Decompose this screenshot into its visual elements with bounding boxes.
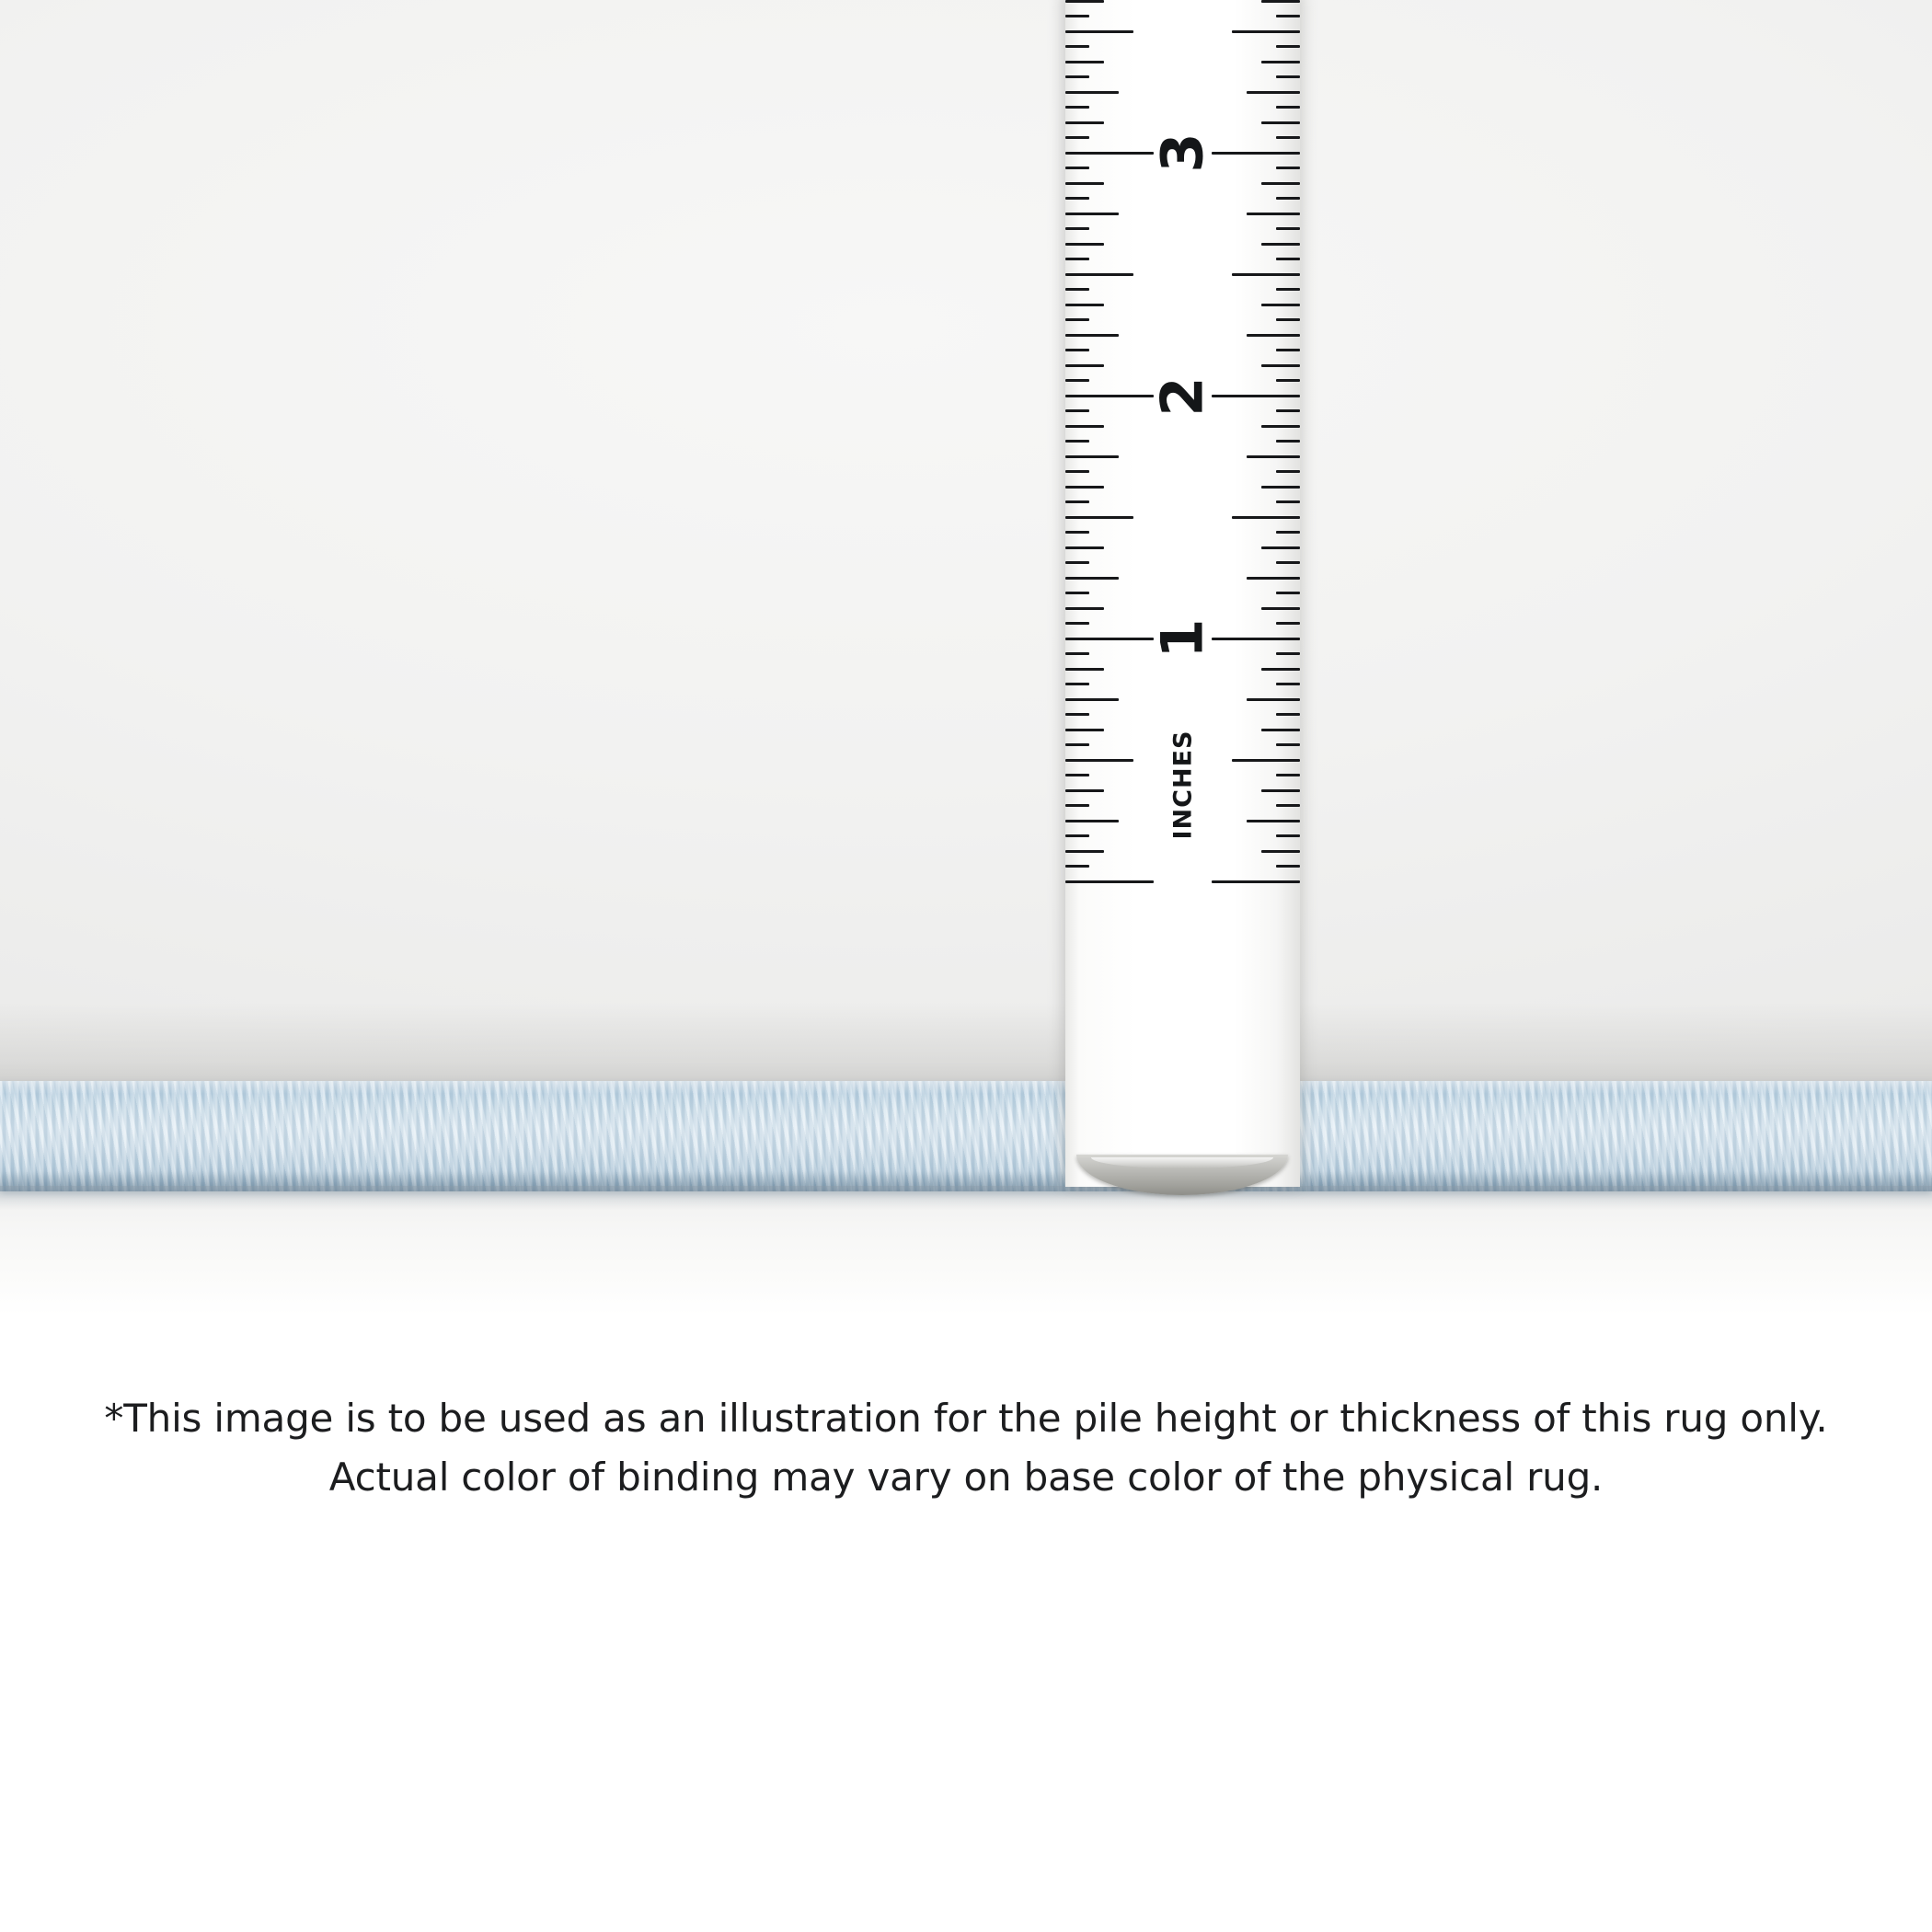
ruler-tick — [1065, 455, 1119, 458]
ruler-tick — [1065, 106, 1089, 109]
ruler-tick — [1276, 804, 1300, 807]
ruler-tick — [1276, 227, 1300, 230]
ruler-tick — [1065, 75, 1089, 78]
ruler-tick — [1247, 334, 1300, 337]
ruler-tick — [1276, 774, 1300, 776]
ruler-tick — [1261, 486, 1300, 489]
ruler-tick — [1276, 167, 1300, 169]
ruler-tick — [1065, 243, 1104, 246]
ruler-tick — [1276, 561, 1300, 564]
ruler-tick — [1276, 409, 1300, 412]
ruler-tick — [1065, 182, 1104, 185]
ruler-tick — [1276, 470, 1300, 473]
ruler-tick — [1261, 61, 1300, 63]
ruler-tick — [1065, 865, 1089, 868]
ruler-tick — [1065, 683, 1089, 685]
ruler-tick — [1261, 243, 1300, 246]
ruler-tick — [1065, 15, 1089, 17]
ruler-tick — [1065, 668, 1104, 671]
ruler-tick — [1065, 546, 1104, 549]
ruler-unit-label: INCHES — [1168, 730, 1197, 840]
ruler-number-1: 1 — [1148, 618, 1216, 659]
ruler-tick — [1247, 91, 1300, 94]
rug-top-highlight — [0, 1081, 1932, 1094]
ruler-tick — [1247, 213, 1300, 215]
ruler-tick — [1065, 486, 1104, 489]
ruler-tick — [1276, 349, 1300, 351]
ruler-tick — [1276, 15, 1300, 17]
ruler-tick — [1276, 500, 1300, 503]
ruler-tick — [1065, 45, 1089, 48]
ruler-tick — [1065, 395, 1154, 397]
ruler-tick — [1065, 500, 1089, 503]
ruler-tick — [1212, 638, 1300, 640]
ruler-tick — [1261, 729, 1300, 731]
ruler-tick — [1065, 577, 1119, 580]
ruler-tick — [1065, 440, 1089, 443]
ruler-tick — [1065, 227, 1089, 230]
ruler-tick — [1276, 258, 1300, 260]
ruler-tick — [1065, 425, 1104, 428]
tape-measure — [1065, 0, 1300, 1187]
ruler-tick — [1065, 834, 1089, 837]
ruler-tick — [1065, 804, 1089, 807]
ruler-tick — [1065, 91, 1119, 94]
ruler-tick — [1065, 638, 1154, 640]
ruler-tick — [1247, 455, 1300, 458]
rug-binding-edge — [0, 1081, 1932, 1191]
ruler-tick — [1065, 820, 1119, 822]
ruler-tick — [1232, 759, 1300, 762]
ruler-tick — [1065, 516, 1133, 519]
ruler-tick — [1247, 698, 1300, 701]
ruler-tick — [1276, 45, 1300, 48]
ruler-tick — [1261, 546, 1300, 549]
ruler-tick — [1276, 106, 1300, 109]
ruler-tick — [1065, 334, 1119, 337]
ruler-tick — [1276, 197, 1300, 200]
ruler-tick — [1065, 592, 1089, 594]
ruler-tick — [1261, 182, 1300, 185]
caption-line-2: Actual color of binding may vary on base color of the physical rug. — [328, 1454, 1604, 1500]
ruler-tick — [1276, 531, 1300, 534]
ruler-tick — [1232, 516, 1300, 519]
ruler-tick — [1276, 834, 1300, 837]
ruler-tick — [1276, 136, 1300, 139]
ruler-tick — [1276, 592, 1300, 594]
ruler-tick — [1276, 288, 1300, 291]
ruler-tick — [1261, 607, 1300, 610]
ruler-tick — [1276, 743, 1300, 746]
ruler-tick — [1065, 121, 1104, 124]
ruler-tick — [1065, 318, 1089, 321]
ruler-tick — [1065, 698, 1119, 701]
ruler-tick — [1261, 668, 1300, 671]
ruler-number-2: 2 — [1148, 376, 1216, 417]
rug-contact-shadow — [0, 1186, 1932, 1210]
ruler-tick — [1065, 561, 1089, 564]
ruler-tick — [1065, 30, 1133, 33]
ruler-tick — [1065, 607, 1104, 610]
ruler-tick — [1065, 379, 1089, 382]
ruler-number-3: 3 — [1148, 132, 1216, 173]
ruler-tick — [1261, 425, 1300, 428]
ruler-tick — [1065, 349, 1089, 351]
ruler-tick — [1065, 409, 1089, 412]
ruler-tick — [1232, 30, 1300, 33]
ruler-tick — [1276, 683, 1300, 685]
caption — [0, 1389, 1932, 1507]
ruler-tick — [1212, 395, 1300, 397]
ruler-tick — [1065, 273, 1133, 276]
ruler-tick — [1065, 713, 1089, 716]
ruler-tick — [1065, 729, 1104, 731]
ruler-tick — [1212, 152, 1300, 155]
ruler-tick — [1261, 364, 1300, 367]
ruler-tick — [1065, 167, 1089, 169]
ruler-tick — [1065, 197, 1089, 200]
ruler-tick — [1247, 820, 1300, 822]
ruler-tick — [1261, 121, 1300, 124]
ruler-tick — [1065, 531, 1089, 534]
ruler-tick — [1276, 318, 1300, 321]
ruler-tick — [1276, 622, 1300, 625]
ruler-tick — [1276, 865, 1300, 868]
ruler-tick — [1065, 304, 1104, 306]
ruler-tick — [1065, 364, 1104, 367]
ruler-tick — [1261, 304, 1300, 306]
ruler-tick — [1232, 273, 1300, 276]
ruler-tick — [1261, 0, 1300, 3]
ruler-tick — [1065, 652, 1089, 655]
ruler-tick — [1276, 379, 1300, 382]
ruler-tick — [1065, 152, 1154, 155]
ruler-tick — [1065, 470, 1089, 473]
ruler-tick — [1065, 61, 1104, 63]
ruler-tick — [1261, 789, 1300, 792]
ruler-tick — [1261, 850, 1300, 853]
ruler-tick — [1276, 713, 1300, 716]
ruler-tick — [1276, 652, 1300, 655]
ruler-tick — [1276, 75, 1300, 78]
ruler-tick — [1065, 789, 1104, 792]
ruler-tick — [1065, 136, 1089, 139]
ruler-tick — [1065, 258, 1089, 260]
ruler-tick — [1065, 622, 1089, 625]
ruler-tick — [1065, 213, 1119, 215]
ruler-tick — [1065, 759, 1133, 762]
ruler-tick — [1065, 0, 1104, 3]
ruler-tick — [1065, 743, 1089, 746]
ruler-tick — [1276, 440, 1300, 443]
ruler-tick — [1065, 850, 1104, 853]
ruler-tick — [1065, 288, 1089, 291]
caption-line-1: *This image is to be used as an illustration for the pile height or thickness of this rug only. — [104, 1396, 1828, 1441]
ruler-tick — [1247, 577, 1300, 580]
ruler-tick — [1065, 774, 1089, 776]
